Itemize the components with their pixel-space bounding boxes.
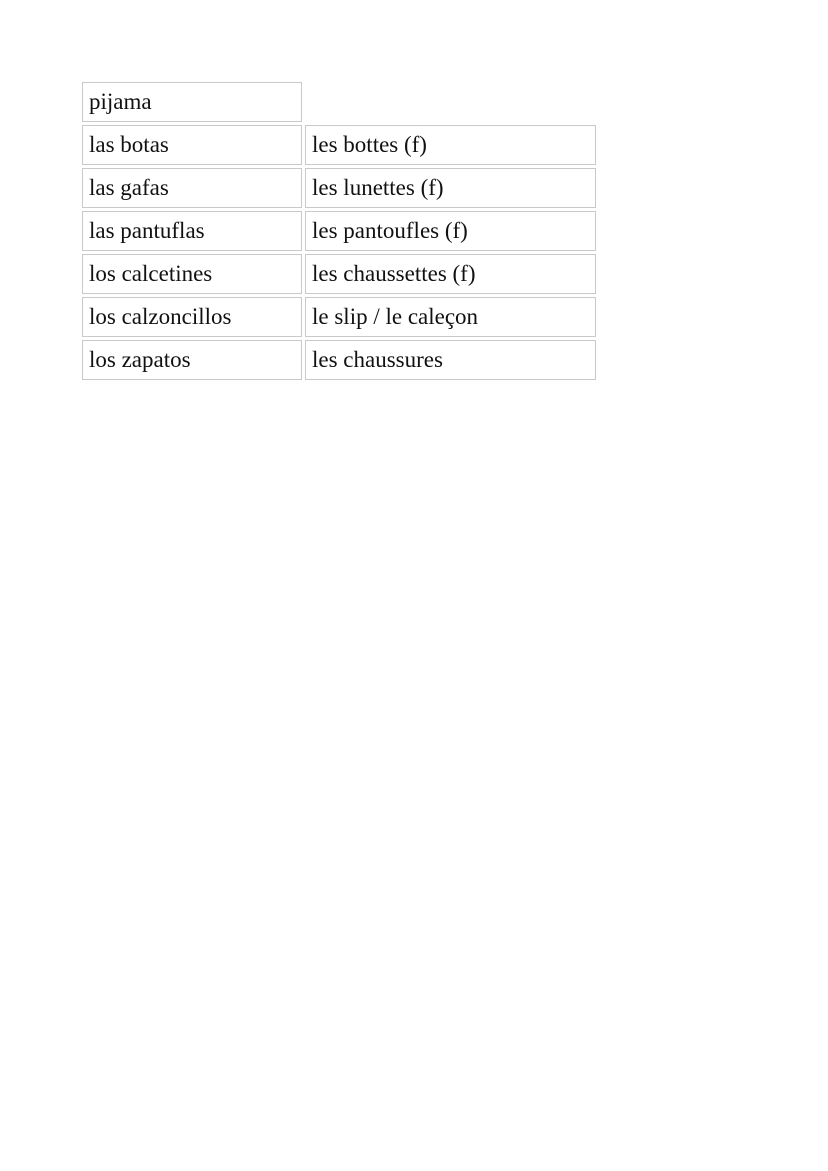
french-word-cell: les chaussures xyxy=(305,340,596,380)
spanish-word-cell: las gafas xyxy=(82,168,302,208)
french-word-cell: les lunettes (f) xyxy=(305,168,596,208)
spanish-word-cell: los calcetines xyxy=(82,254,302,294)
french-word-cell: les chaussettes (f) xyxy=(305,254,596,294)
french-word-cell-empty xyxy=(305,82,596,122)
spanish-word-cell: pijama xyxy=(82,82,302,122)
spanish-word-cell: las pantuflas xyxy=(82,211,302,251)
spanish-word-cell: las botas xyxy=(82,125,302,165)
french-word-cell: les bottes (f) xyxy=(305,125,596,165)
spanish-word-cell: los calzoncillos xyxy=(82,297,302,337)
table-row xyxy=(82,168,596,208)
table-row xyxy=(82,82,596,122)
french-word-cell: le slip / le caleçon xyxy=(305,297,596,337)
table-row xyxy=(82,340,596,380)
vocabulary-table xyxy=(79,79,599,383)
table-row xyxy=(82,125,596,165)
table-row xyxy=(82,211,596,251)
french-word-cell: les pantoufles (f) xyxy=(305,211,596,251)
table-row xyxy=(82,297,596,337)
spanish-word-cell: los zapatos xyxy=(82,340,302,380)
table-row xyxy=(82,254,596,294)
